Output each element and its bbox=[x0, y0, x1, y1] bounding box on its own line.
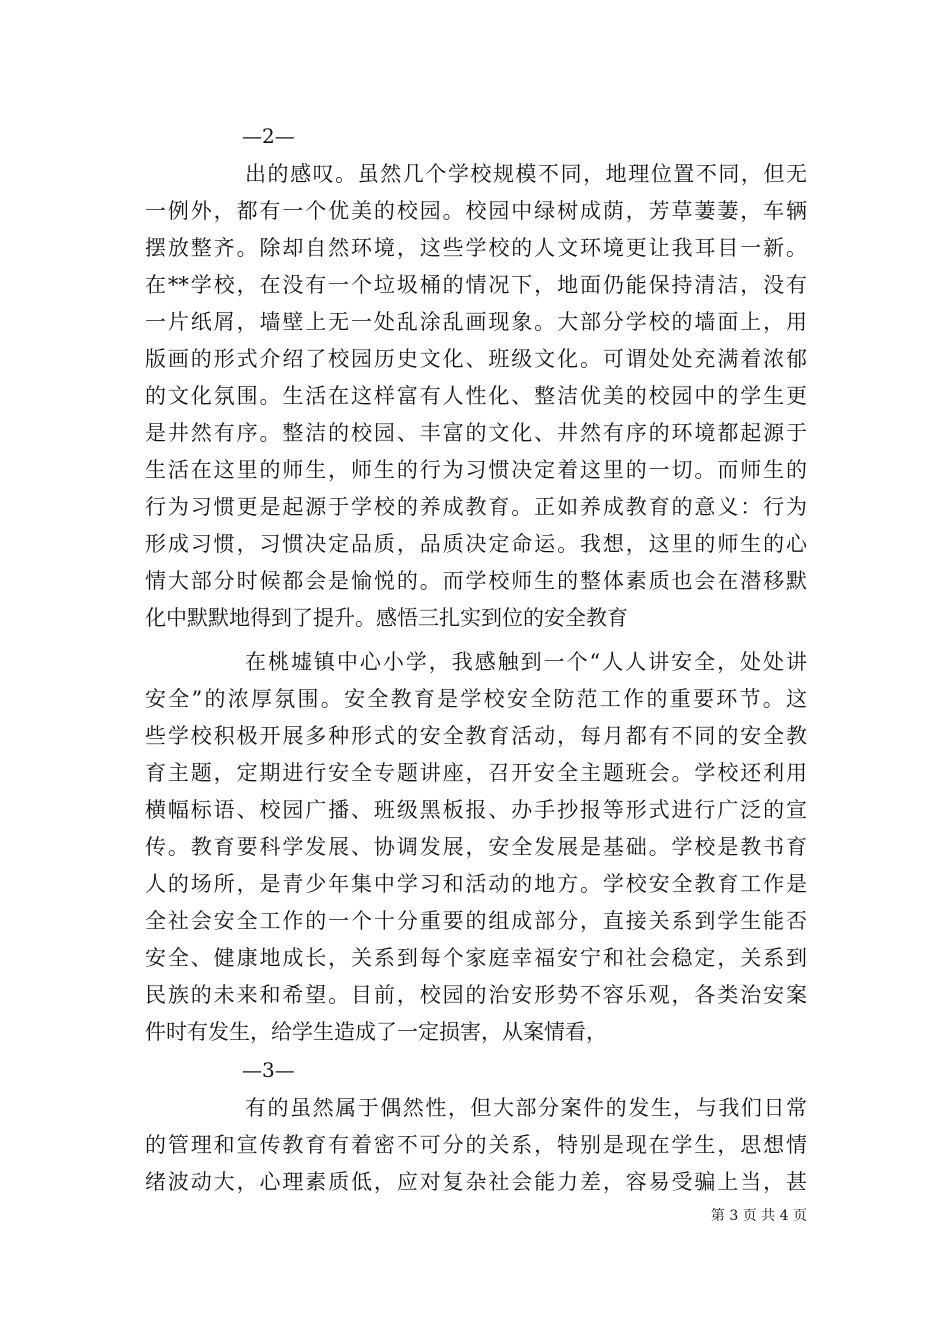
page-marker: —3— bbox=[242, 1058, 295, 1082]
text-line: 横幅标语、校园广播、班级黑板报、办手抄报等形式进行广泛的宣 bbox=[145, 798, 807, 822]
text-line: 育主题，定期进行安全专题讲座，召开安全主题班会。学校还利用 bbox=[145, 761, 807, 785]
text-line: 化中默默地得到了提升。感悟三扎实到位的安全教育 bbox=[145, 606, 628, 630]
text-line: 一片纸屑，墙壁上无一处乱涂乱画现象。大部分学校的墙面上，用 bbox=[145, 310, 807, 334]
text-line: 有的虽然属于偶然性，但大部分案件的发生，与我们日常 bbox=[245, 1096, 807, 1120]
text-line: 版画的形式介绍了校园历史文化、班级文化。可谓处处充满着浓郁 bbox=[145, 347, 807, 371]
text-line: 安全、健康地成长，关系到每个家庭幸福安宁和社会稳定，关系到 bbox=[145, 946, 807, 970]
text-line: 生活在这里的师生，师生的行为习惯决定着这里的一切。而师生的 bbox=[145, 458, 807, 482]
text-line: 绪波动大，心理素质低，应对复杂社会能力差，容易受骗上当，甚 bbox=[145, 1170, 807, 1194]
text-line: 些学校积极开展多种形式的安全教育活动，每月都有不同的安全教 bbox=[145, 724, 807, 748]
text-line: 传。教育要科学发展、协调发展，安全发展是基础。学校是教书育 bbox=[145, 835, 807, 859]
text-line: 一例外，都有一个优美的校园。校园中绿树成荫，芳草萋萋，车辆 bbox=[145, 199, 807, 223]
text-line: 民族的未来和希望。目前，校园的治安形势不容乐观，各类治安案 bbox=[145, 983, 807, 1007]
page-footer: 第 3 页 共 4 页 bbox=[710, 1208, 807, 1224]
page-marker: —2— bbox=[242, 124, 295, 148]
text-line: 件时有发生，给学生造成了一定损害，从案情看， bbox=[145, 1020, 607, 1044]
text-line: 的管理和宣传教育有着密不可分的关系，特别是现在学生，思想情 bbox=[145, 1133, 807, 1157]
text-line: 在桃墟镇中心小学，我感触到一个“人人讲安全，处处讲 bbox=[245, 650, 807, 674]
text-line: 人的场所，是青少年集中学习和活动的地方。学校安全教育工作是 bbox=[145, 872, 807, 896]
text-line: 行为习惯更是起源于学校的养成教育。正如养成教育的意义：行为 bbox=[145, 495, 807, 519]
text-line: 的文化氛围。生活在这样富有人性化、整洁优美的校园中的学生更 bbox=[145, 384, 807, 408]
text-line: 出的感叹。虽然几个学校规模不同，地理位置不同，但无 bbox=[245, 162, 807, 186]
text-line: 情大部分时候都会是愉悦的。而学校师生的整体素质也会在潜移默 bbox=[145, 569, 807, 593]
text-line: 形成习惯，习惯决定品质，品质决定命运。我想，这里的师生的心 bbox=[145, 532, 807, 556]
text-line: 在**学校，在没有一个垃圾桶的情况下，地面仍能保持清洁，没有 bbox=[145, 273, 807, 297]
text-line: 全社会安全工作的一个十分重要的组成部分，直接关系到学生能否 bbox=[145, 909, 807, 933]
text-line: 是井然有序。整洁的校园、丰富的文化、井然有序的环境都起源于 bbox=[145, 421, 807, 445]
text-line: 摆放整齐。除却自然环境，这些学校的人文环境更让我耳目一新。 bbox=[145, 236, 807, 260]
text-line: 安全”的浓厚氛围。安全教育是学校安全防范工作的重要环节。这 bbox=[145, 687, 807, 711]
